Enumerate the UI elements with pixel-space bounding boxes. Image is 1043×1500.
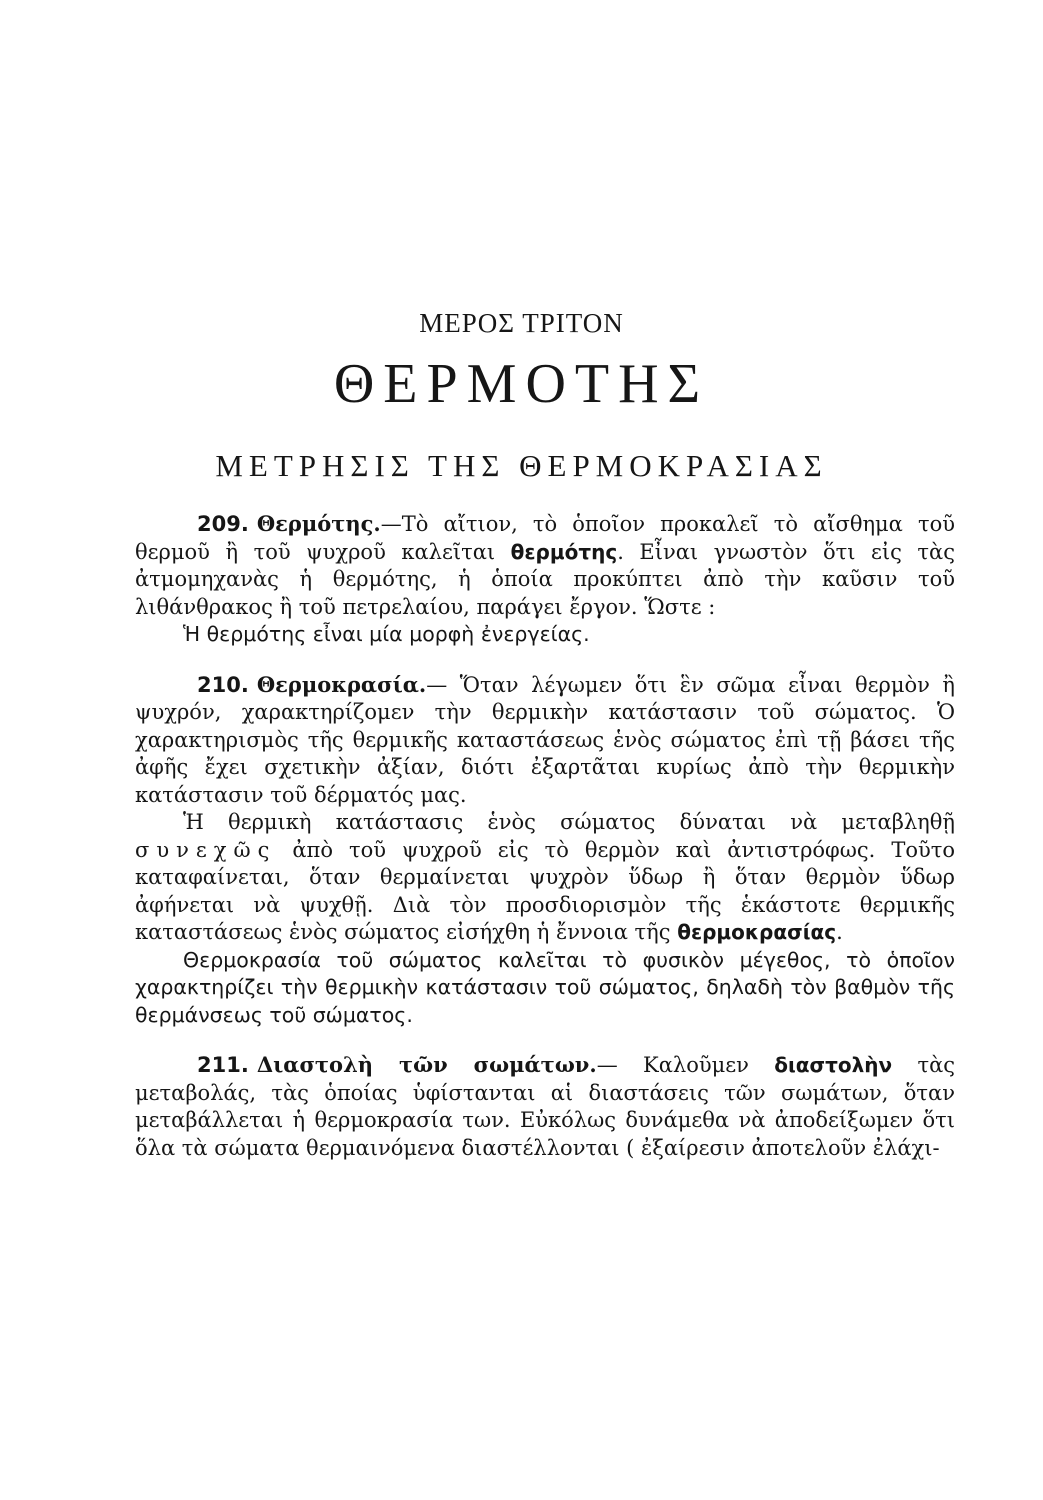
chapter-title: ΘΕΡΜΟΤΗΣ xyxy=(333,353,710,415)
paragraph-211-text-a: — Καλοῦμεν xyxy=(596,1053,775,1077)
body-text xyxy=(135,510,955,1162)
spaced-word-synechos: συνεχῶς xyxy=(135,837,277,862)
paragraph-210 xyxy=(135,671,955,810)
paragraph-210-2-end: . xyxy=(836,920,843,944)
paragraph-209-text-a: —Τὸ αἴτιον, τὸ ὁποῖον προκαλεῖ τὸ αἴσθημα τοῦ θερμοῦ ἢ τοῦ ψυχροῦ καλεῖται xyxy=(135,512,955,564)
term-thermotis: θερμότης xyxy=(510,539,618,564)
paragraph-211-text-b: τὰς μεταβολάς, τὰς ὁποίας ὑφίστανται αἱ διαστάσεις τῶν σωμάτων, ὅταν μεταβάλλεται ἡ θερμοκρασία των. Εὐκόλως δυνάμεθα νὰ ἀποδείξωμεν ὅτι ὅλα τὰ σώματα θερμαινόμενα διαστέλλονται ( ἐξαίρεσιν ἀποτελοῦν ἐλάχι- xyxy=(135,1053,956,1160)
definition-210: Θερμοκρασία τοῦ σώματος καλεῖται τὸ φυσικὸν μέγεθος, τὸ ὁποῖον χαρακτηρίζει τὴν θερμικὴν κατάστασιν τοῦ σώματος, δηλαδὴ τὸν βαθμὸν τῆς θερμάνσεως τοῦ σώματος. xyxy=(135,947,955,1027)
paragraph-209 xyxy=(135,510,955,621)
statement-209: Ἡ θερμότης εἶναι μία μορφὴ ἐνεργείας. xyxy=(183,622,590,646)
paragraph-209-text-b: . Εἶναι γνωστὸν ὅτι εἰς τὰς ἀτμομηχανὰς ἡ θερμότης, ἡ ὁποία προκύπτει ἀπὸ τὴν καῦσιν τοῦ λιθάνθρακος ἢ τοῦ πετρελαίου, παράγει ἔργον. Ὥστε : xyxy=(135,539,955,619)
term-diastolin: διαστολὴν xyxy=(774,1053,893,1077)
section-heading-211: Διαστολὴ τῶν σωμάτων. xyxy=(256,1052,597,1077)
paragraph-211 xyxy=(135,1051,955,1162)
section-heading-209: Θερμότης. xyxy=(256,511,381,536)
section-number-211: 211. xyxy=(197,1053,249,1077)
part-label: ΜΕΡΟΣ ΤΡΙΤΟΝ xyxy=(419,308,624,338)
section-number-209: 209. xyxy=(197,512,249,536)
section-heading-210: Θερμοκρασία. xyxy=(256,671,427,697)
term-thermokrasias: θερμοκρασίας xyxy=(677,920,837,944)
section-subtitle: ΜΕΤΡΗΣΙΣ ΤΗΣ ΘΕΡΜΟΚΡΑΣΙΑΣ xyxy=(215,448,828,483)
section-number-210: 210. xyxy=(197,672,249,697)
paragraph-210-2-text-b: ἀπὸ τοῦ ψυχροῦ εἰς τὸ θερμὸν καὶ ἀντιστρόφως. Τοῦτο καταφαίνεται, ὅταν θερμαίνεται ψυχρὸν ὕδωρ ἢ ὅταν θερμὸν ὕδωρ ἀφήνεται νὰ ψυχθῇ. Διὰ τὸν προσδιορισμὸν τῆς ἑκάστοτε θερμικῆς καταστάσεως ἑνὸς σώματος εἰσήχθη ἡ ἔννοια τῆς xyxy=(135,837,955,944)
paragraph-210-text: — Ὅταν λέγωμεν ὅτι ἓν σῶμα εἶναι θερμὸν ἢ ψυχρόν, χαρακτηρίζομεν τὴν θερμικὴν κατάστασιν τοῦ σώματος. Ὁ χαρακτηρισμὸς τῆς θερμικῆς καταστάσεως ἑνὸς σώματος ἐπὶ τῇ βάσει τῆς ἀφῆς ἔχει σχετικὴν ἀξίαν, διότι ἐξαρτᾶται κυρίως ἀπὸ τὴν θερμικὴν κατάστασιν τοῦ δέρματός μας. xyxy=(135,672,955,807)
paragraph-210-2 xyxy=(135,809,955,947)
paragraph-210-2-text-a: Ἡ θερμικὴ κατάστασις ἑνὸς σώματος δύναται νὰ μεταβληθῇ xyxy=(183,810,955,834)
